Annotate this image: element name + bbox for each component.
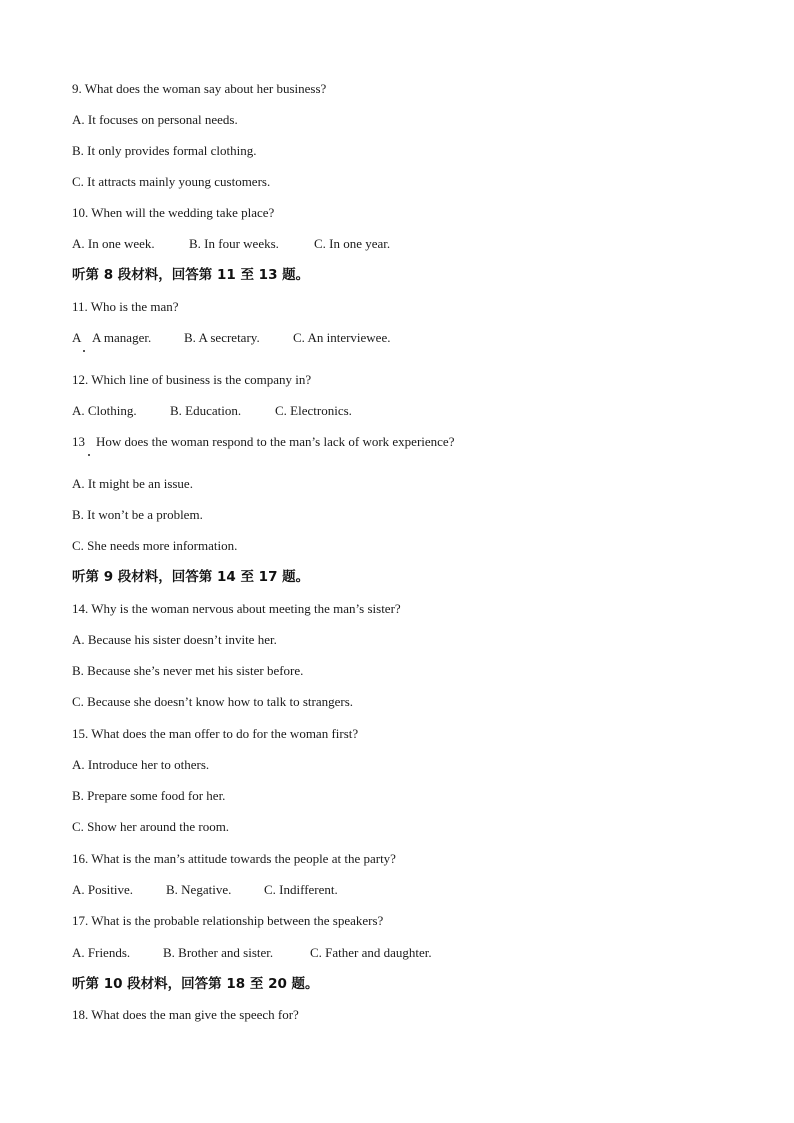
- q11-option-a-text: A manager.: [92, 330, 152, 345]
- dot-mark: [83, 350, 85, 352]
- q10-option-a: A. In one week.: [72, 236, 155, 251]
- q12-options-row: [72, 403, 472, 419]
- section-header-9: 听第 9 段材料，回答第 14 至 17 题。: [72, 569, 310, 585]
- q17-option-c: C. Father and daughter.: [310, 945, 432, 960]
- question-13: [72, 434, 572, 456]
- question-9: 9. What does the woman say about her business?: [72, 81, 327, 96]
- question-10: 10. When will the wedding take place?: [72, 205, 275, 220]
- q9-option-c: C. It attracts mainly young customers.: [72, 174, 271, 189]
- q10-options-row: [72, 236, 472, 252]
- q16-option-a: A. Positive.: [72, 882, 134, 897]
- q16-options-row: [72, 882, 472, 898]
- q12-option-b: B. Education.: [170, 403, 242, 418]
- q12-option-c: C. Electronics.: [275, 403, 352, 418]
- q12-option-a: A. Clothing.: [72, 403, 137, 418]
- question-12: 12. Which line of business is the company in?: [72, 372, 312, 387]
- q14-option-b: B. Because she’s never met his sister before.: [72, 663, 304, 678]
- q13-option-c: C. She needs more information.: [72, 538, 238, 553]
- dot-mark: [88, 454, 90, 456]
- q14-option-a: A. Because his sister doesn’t invite her.: [72, 632, 277, 647]
- q16-option-b: B. Negative.: [166, 882, 232, 897]
- q17-options-row: [72, 945, 492, 961]
- q17-option-a: A. Friends.: [72, 945, 131, 960]
- q14-option-c: C. Because she doesn’t know how to talk to strangers.: [72, 694, 354, 709]
- question-18: 18. What does the man give the speech for?: [72, 1007, 299, 1022]
- q11-option-c: C. An interviewee.: [293, 330, 391, 345]
- q13-number: 13: [72, 434, 85, 449]
- q11-option-a-letter: A: [72, 330, 82, 345]
- q15-option-a: A. Introduce her to others.: [72, 757, 210, 772]
- q16-option-c: C. Indifferent.: [264, 882, 338, 897]
- q13-option-b: B. It won’t be a problem.: [72, 507, 203, 522]
- section-header-8: 听第 8 段材料，回答第 11 至 13 题。: [72, 267, 310, 283]
- q13-option-a: A. It might be an issue.: [72, 476, 193, 491]
- section-header-10: 听第 10 段材料，回答第 18 至 20 题。: [72, 976, 319, 992]
- q15-option-b: B. Prepare some food for her.: [72, 788, 226, 803]
- q10-option-b: B. In four weeks.: [189, 236, 279, 251]
- q10-option-c: C. In one year.: [314, 236, 391, 251]
- question-16: 16. What is the man’s attitude towards the people at the party?: [72, 851, 396, 866]
- question-17: 17. What is the probable relationship between the speakers?: [72, 913, 384, 928]
- question-11: 11. Who is the man?: [72, 299, 179, 314]
- q17-option-b: B. Brother and sister.: [163, 945, 274, 960]
- q11-option-b: B. A secretary.: [184, 330, 260, 345]
- q11-options-row: [72, 330, 472, 352]
- q13-question-text: How does the woman respond to the man’s lack of work experience?: [96, 434, 455, 449]
- q15-option-c: C. Show her around the room.: [72, 819, 230, 834]
- q9-option-b: B. It only provides formal clothing.: [72, 143, 257, 158]
- question-15: 15. What does the man offer to do for the woman first?: [72, 726, 359, 741]
- q9-option-a: A. It focuses on personal needs.: [72, 112, 238, 127]
- question-14: 14. Why is the woman nervous about meeting the man’s sister?: [72, 601, 401, 616]
